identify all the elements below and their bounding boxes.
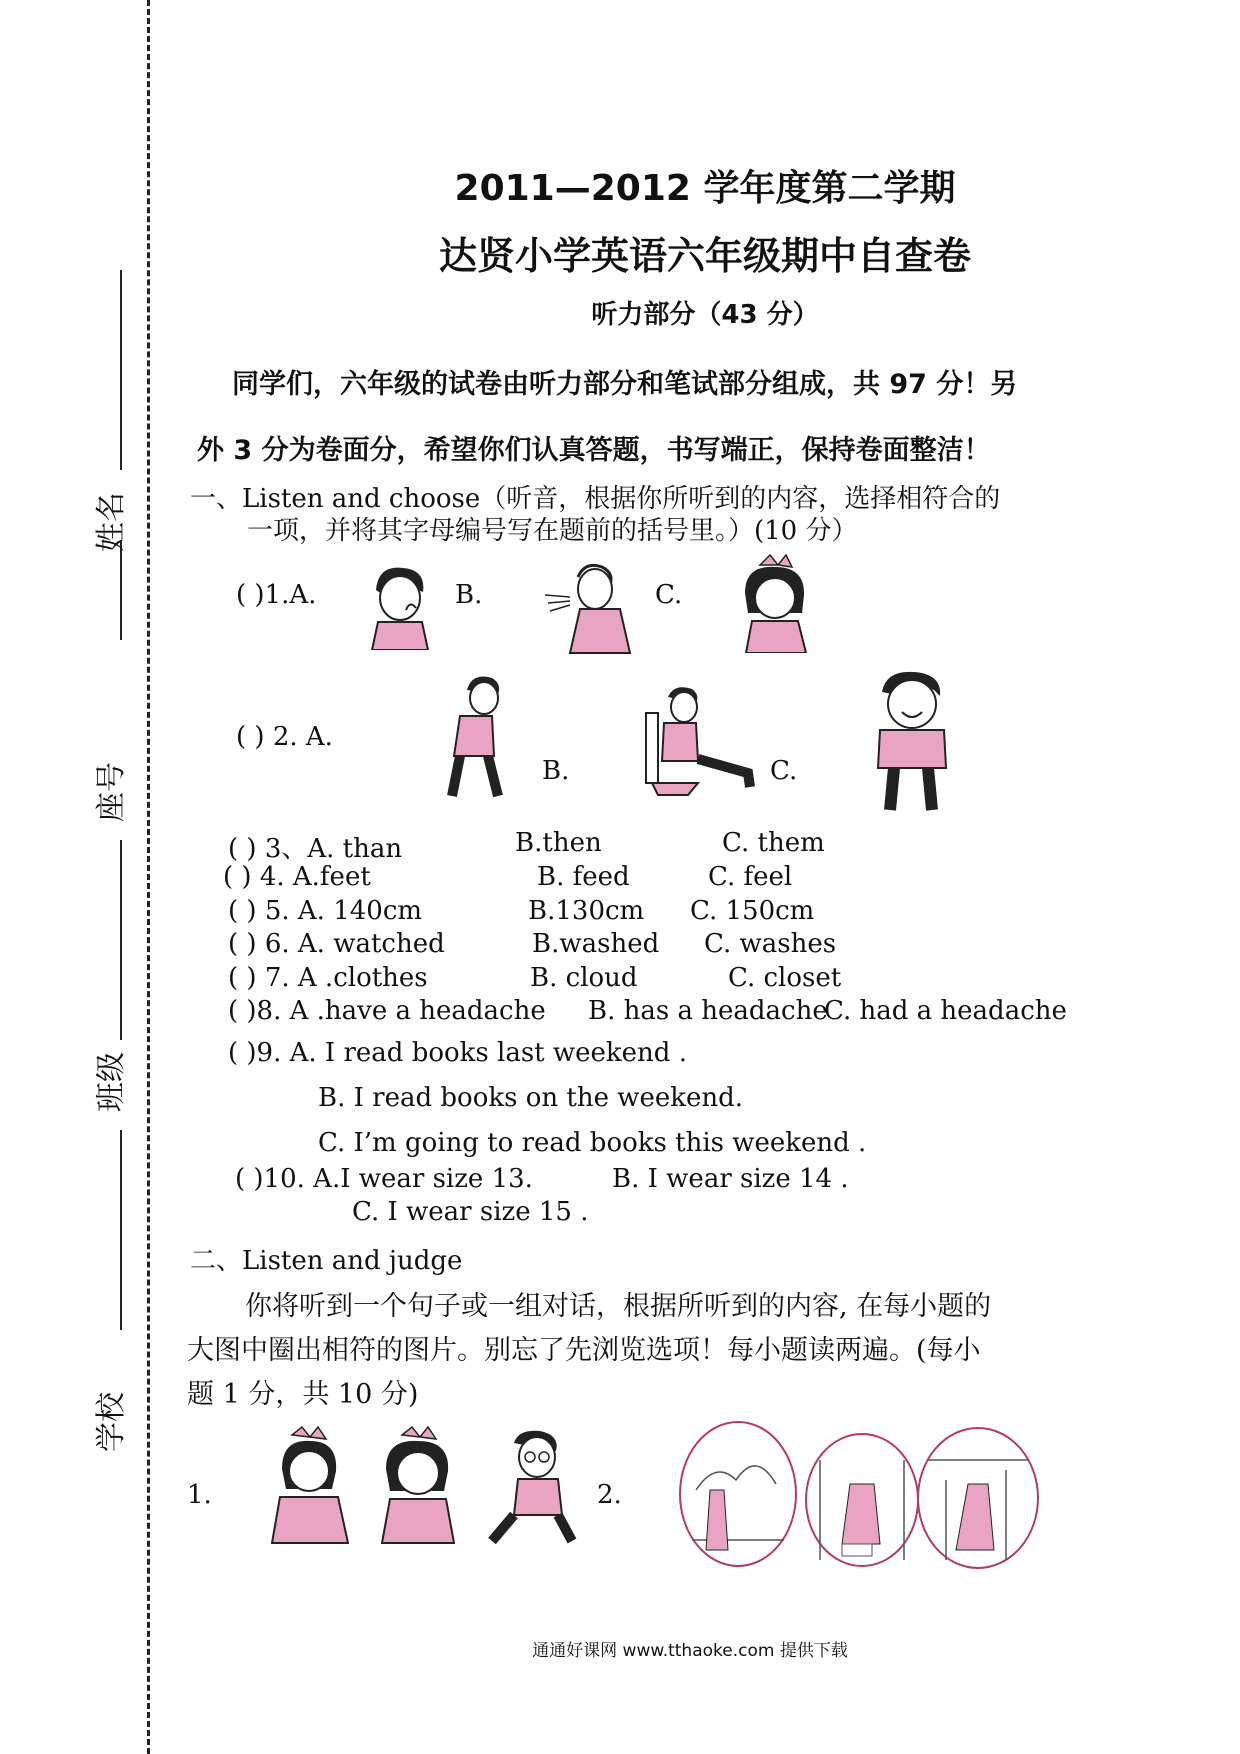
q2-b-sitting-man-image — [638, 683, 758, 798]
q1-b-label: B. — [455, 580, 483, 610]
footer-source: 通通好课网 www.tthaoke.com 提供下载 — [532, 1641, 848, 1661]
school-label: 学校 — [94, 1392, 129, 1452]
q1-c-headache-girl-image — [730, 553, 820, 653]
q8-option-c: C. had a headache — [824, 996, 1067, 1026]
q4-option-b: B. feed — [537, 862, 630, 892]
q6-option-c: C. washes — [704, 929, 837, 959]
section2-desc-line1: 你将听到一个句子或一组对话，根据所听到的内容, 在每小题的 — [245, 1291, 992, 1322]
section1-heading-line2: 一项，并将其字母编号写在题前的括号里。）(10 分） — [247, 516, 858, 546]
q10-option-b: B. I wear size 14 . — [612, 1164, 849, 1194]
q5-option-a: ( ) 5. A. 140cm — [228, 896, 423, 926]
class-label: 班级 — [94, 1052, 129, 1112]
q7-option-c: C. closet — [728, 963, 842, 993]
section1-heading-line1: 一、Listen and choose（听音，根据你所听到的内容，选择相符合的 — [190, 484, 1001, 514]
class-line — [120, 840, 122, 1040]
q7-option-a: ( ) 7. A .clothes — [228, 963, 428, 993]
q3-option-c: C. them — [722, 828, 825, 858]
section2-heading: 二、Listen and judge — [190, 1246, 463, 1276]
intro-line1: 同学们，六年级的试卷由听力部分和笔试部分组成，共 97 分！另 — [232, 369, 1018, 400]
q4-option-a: ( ) 4. A.feet — [223, 862, 371, 892]
q10-option-c: C. I wear size 15 . — [352, 1197, 589, 1227]
section2-item2-label: 2. — [597, 1480, 622, 1510]
q2-c-smiling-man-image — [862, 668, 962, 813]
name-label: 姓名 — [94, 492, 129, 552]
title-line1: 2011—2012 学年度第二学期 — [454, 168, 956, 209]
q8-option-a: ( )8. A .have a headache — [228, 996, 546, 1026]
q9-option-a: ( )9. A. I read books last weekend . — [228, 1038, 687, 1068]
q2-number: ( ) 2. A. — [236, 722, 333, 752]
section2-item1-image-group — [252, 1425, 612, 1545]
q2-b-label: B. — [542, 756, 570, 786]
q5-option-b: B.130cm — [528, 896, 645, 926]
q1-c-label: C. — [655, 580, 683, 610]
q2-a-tired-man-image — [432, 670, 522, 800]
q8-option-b: B. has a headache — [588, 996, 828, 1026]
q1-number: ( )1.A. — [236, 580, 317, 610]
section2-desc-line3: 题 1 分，共 10 分) — [187, 1379, 419, 1410]
q3-option-a: ( ) 3、A. than — [228, 834, 403, 864]
q3-option-b: B.then — [515, 828, 602, 858]
q4-option-c: C. feel — [708, 862, 793, 892]
q1-a-toothache-boy-image — [358, 560, 438, 650]
q6-option-a: ( ) 6. A. watched — [228, 929, 445, 959]
q7-option-b: B. cloud — [530, 963, 638, 993]
section2-item1-label: 1. — [187, 1480, 212, 1510]
seat-label: 座号 — [94, 762, 129, 822]
q10-option-a: ( )10. A.I wear size 13. — [235, 1164, 533, 1194]
q2-c-label: C. — [770, 756, 798, 786]
title-line2: 达贤小学英语六年级期中自查卷 — [438, 234, 971, 278]
section2-item2-image-group — [676, 1420, 1066, 1570]
seat-line — [120, 540, 122, 640]
section2-desc-line2: 大图中圈出相符的图片。别忘了先浏览选项！每小题读两遍。(每小 — [187, 1335, 981, 1366]
subtitle: 听力部分（43 分） — [591, 300, 819, 330]
q1-b-cough-man-image — [540, 555, 640, 655]
q9-option-b: B. I read books on the weekend. — [318, 1083, 744, 1113]
school-line — [120, 1130, 122, 1330]
intro-line2: 外 3 分为卷面分，希望你们认真答题，书写端正，保持卷面整洁！ — [197, 435, 991, 466]
q9-option-c: C. I’m going to read books this weekend . — [318, 1128, 867, 1158]
q6-option-b: B.washed — [532, 929, 660, 959]
q5-option-c: C. 150cm — [690, 896, 815, 926]
